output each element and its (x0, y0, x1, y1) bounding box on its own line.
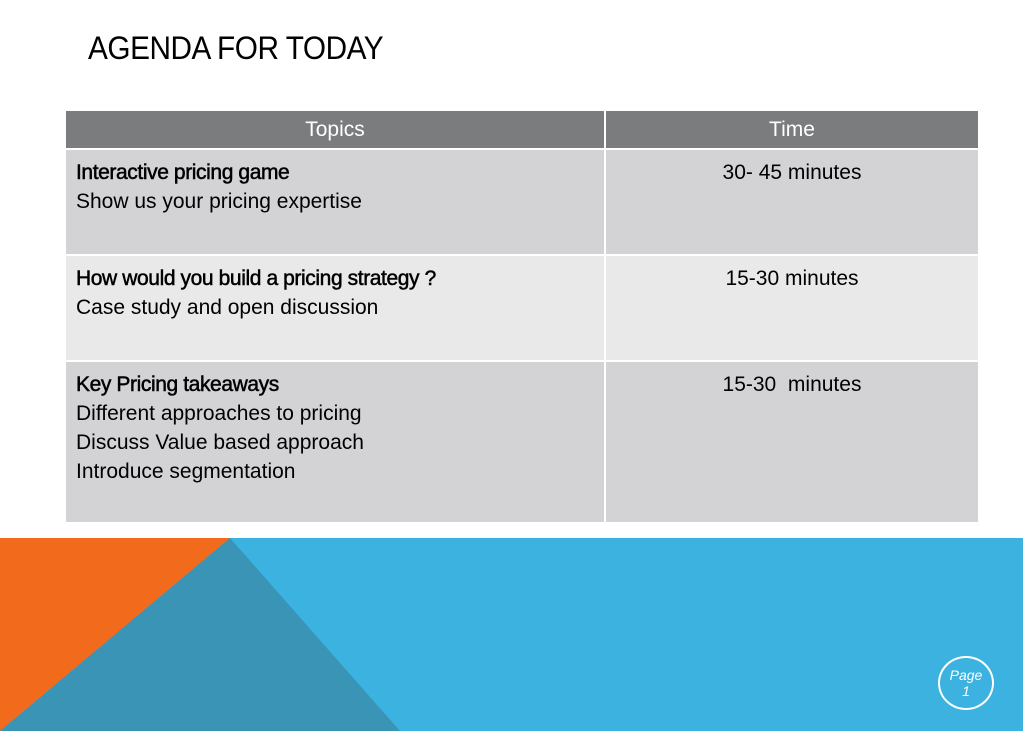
topic-detail: Introduce segmentation (76, 460, 296, 483)
table-row (65, 255, 979, 361)
topic-detail: Different approaches to pricing (76, 402, 362, 425)
column-header-topics: Topics (65, 110, 605, 149)
time-cell: 30- 45 minutes (605, 149, 979, 255)
topic-detail: Case study and open discussion (76, 296, 379, 319)
page-number-badge (938, 656, 994, 710)
time-cell: 15-30 minutes (605, 255, 979, 361)
topic-cell (65, 149, 605, 255)
topic-detail: Discuss Value based approach (76, 431, 364, 454)
table-row (65, 361, 979, 523)
page-number: 1 (962, 683, 970, 699)
agenda-table (64, 109, 980, 524)
topic-heading: Interactive pricing game (76, 161, 290, 184)
table-row (65, 149, 979, 255)
topic-cell (65, 361, 605, 523)
topic-heading: Key Pricing takeaways (76, 373, 279, 396)
footer-decoration (0, 538, 1023, 731)
time-cell: 15-30 minutes (605, 361, 979, 523)
table-header-row (65, 110, 979, 149)
topic-cell (65, 255, 605, 361)
column-header-time: Time (605, 110, 979, 149)
topic-detail: Show us your pricing expertise (76, 190, 362, 213)
page-label: Page (949, 667, 983, 683)
topic-heading: How would you build a pricing strategy ? (76, 267, 436, 290)
slide-title: AGENDA FOR TODAY (88, 30, 384, 66)
